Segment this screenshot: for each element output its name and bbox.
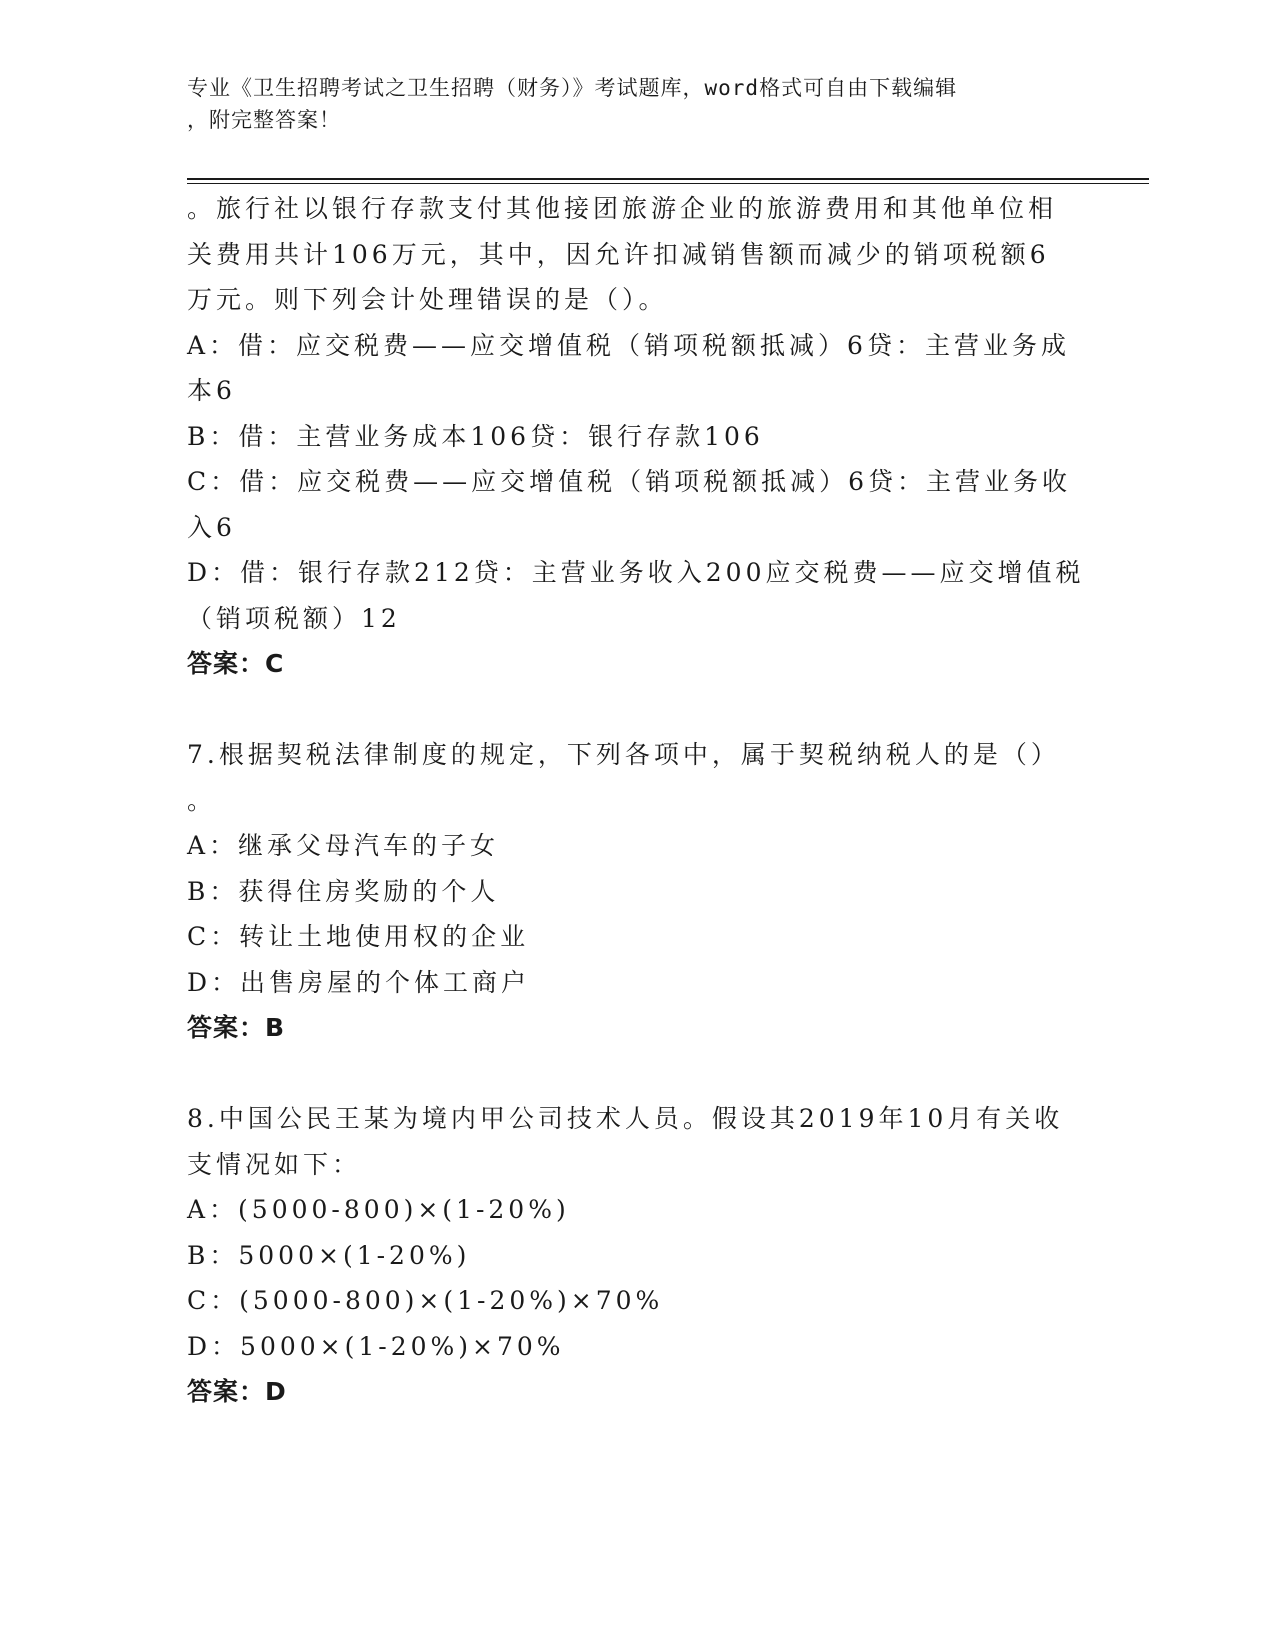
document-body — [187, 186, 1087, 1415]
question-6 — [187, 186, 1087, 687]
question-6-option-c-line-1: C：借：应交税费——应交增值税（销项税额抵减）6贷：主营业务收 — [187, 467, 1072, 496]
question-7-stem-line-1: 7.根据契税法律制度的规定，下列各项中，属于契税纳税人的是（） — [187, 740, 1060, 769]
question-8-answer: 答案：D — [187, 1377, 287, 1406]
question-6-option-a-line-2: 本6 — [187, 376, 236, 405]
question-8-stem-line-2: 支情况如下： — [187, 1149, 362, 1179]
question-7-option-a: A：继承父母汽车的子女 — [187, 831, 500, 860]
header-rule-thick — [187, 178, 1149, 180]
question-7 — [187, 732, 1087, 1051]
question-6-option-a-line-1: A：借：应交税费——应交增值税（销项税额抵减）6贷：主营业务成 — [187, 330, 1070, 360]
question-8-option-a: A：(5000-800)×(1-20%) — [187, 1195, 570, 1224]
spacer — [187, 687, 1087, 733]
header-line-2: ，附完整答案！ — [187, 108, 341, 132]
question-8 — [187, 1096, 1087, 1415]
spacer — [187, 1051, 1087, 1097]
question-8-option-d: D：5000×(1-20%)×70% — [187, 1331, 565, 1361]
question-6-option-b: B：借：主营业务成本106贷：银行存款106 — [187, 421, 764, 451]
question-7-stem-line-2: 。 — [187, 785, 217, 815]
document-header — [187, 72, 1067, 136]
question-6-option-c-line-2: 入6 — [187, 512, 236, 542]
question-8-option-b: B：5000×(1-20%) — [187, 1240, 471, 1270]
question-7-answer: 答案：B — [187, 1013, 286, 1042]
question-7-option-d: D：出售房屋的个体工商户 — [187, 967, 531, 997]
question-6-option-d-line-2: （销项税额）12 — [187, 603, 401, 633]
question-7-option-c: C：转让土地使用权的企业 — [187, 922, 530, 951]
question-7-option-b: B：获得住房奖励的个人 — [187, 876, 500, 906]
question-6-stem-line-1: 。旅行社以银行存款支付其他接团旅游企业的旅游费用和其他单位相 — [187, 194, 1058, 223]
header-rule-thin — [187, 183, 1149, 184]
header-line-1: 专业《卫生招聘考试之卫生招聘（财务）》考试题库，word格式可自由下载编辑 — [187, 76, 958, 100]
question-8-option-c: C：(5000-800)×(1-20%)×70% — [187, 1286, 664, 1315]
question-6-option-d-line-1: D：借：银行存款212贷：主营业务收入200应交税费——应交增值税 — [187, 558, 1085, 587]
question-6-stem-line-2: 关费用共计106万元，其中，因允许扣减销售额而减少的销项税额6 — [187, 239, 1050, 269]
question-6-stem-line-3: 万元。则下列会计处理错误的是（）。 — [187, 285, 668, 314]
question-6-answer: 答案：C — [187, 649, 285, 678]
question-8-stem-line-1: 8.中国公民王某为境内甲公司技术人员。假设其2019年10月有关收 — [187, 1104, 1064, 1133]
